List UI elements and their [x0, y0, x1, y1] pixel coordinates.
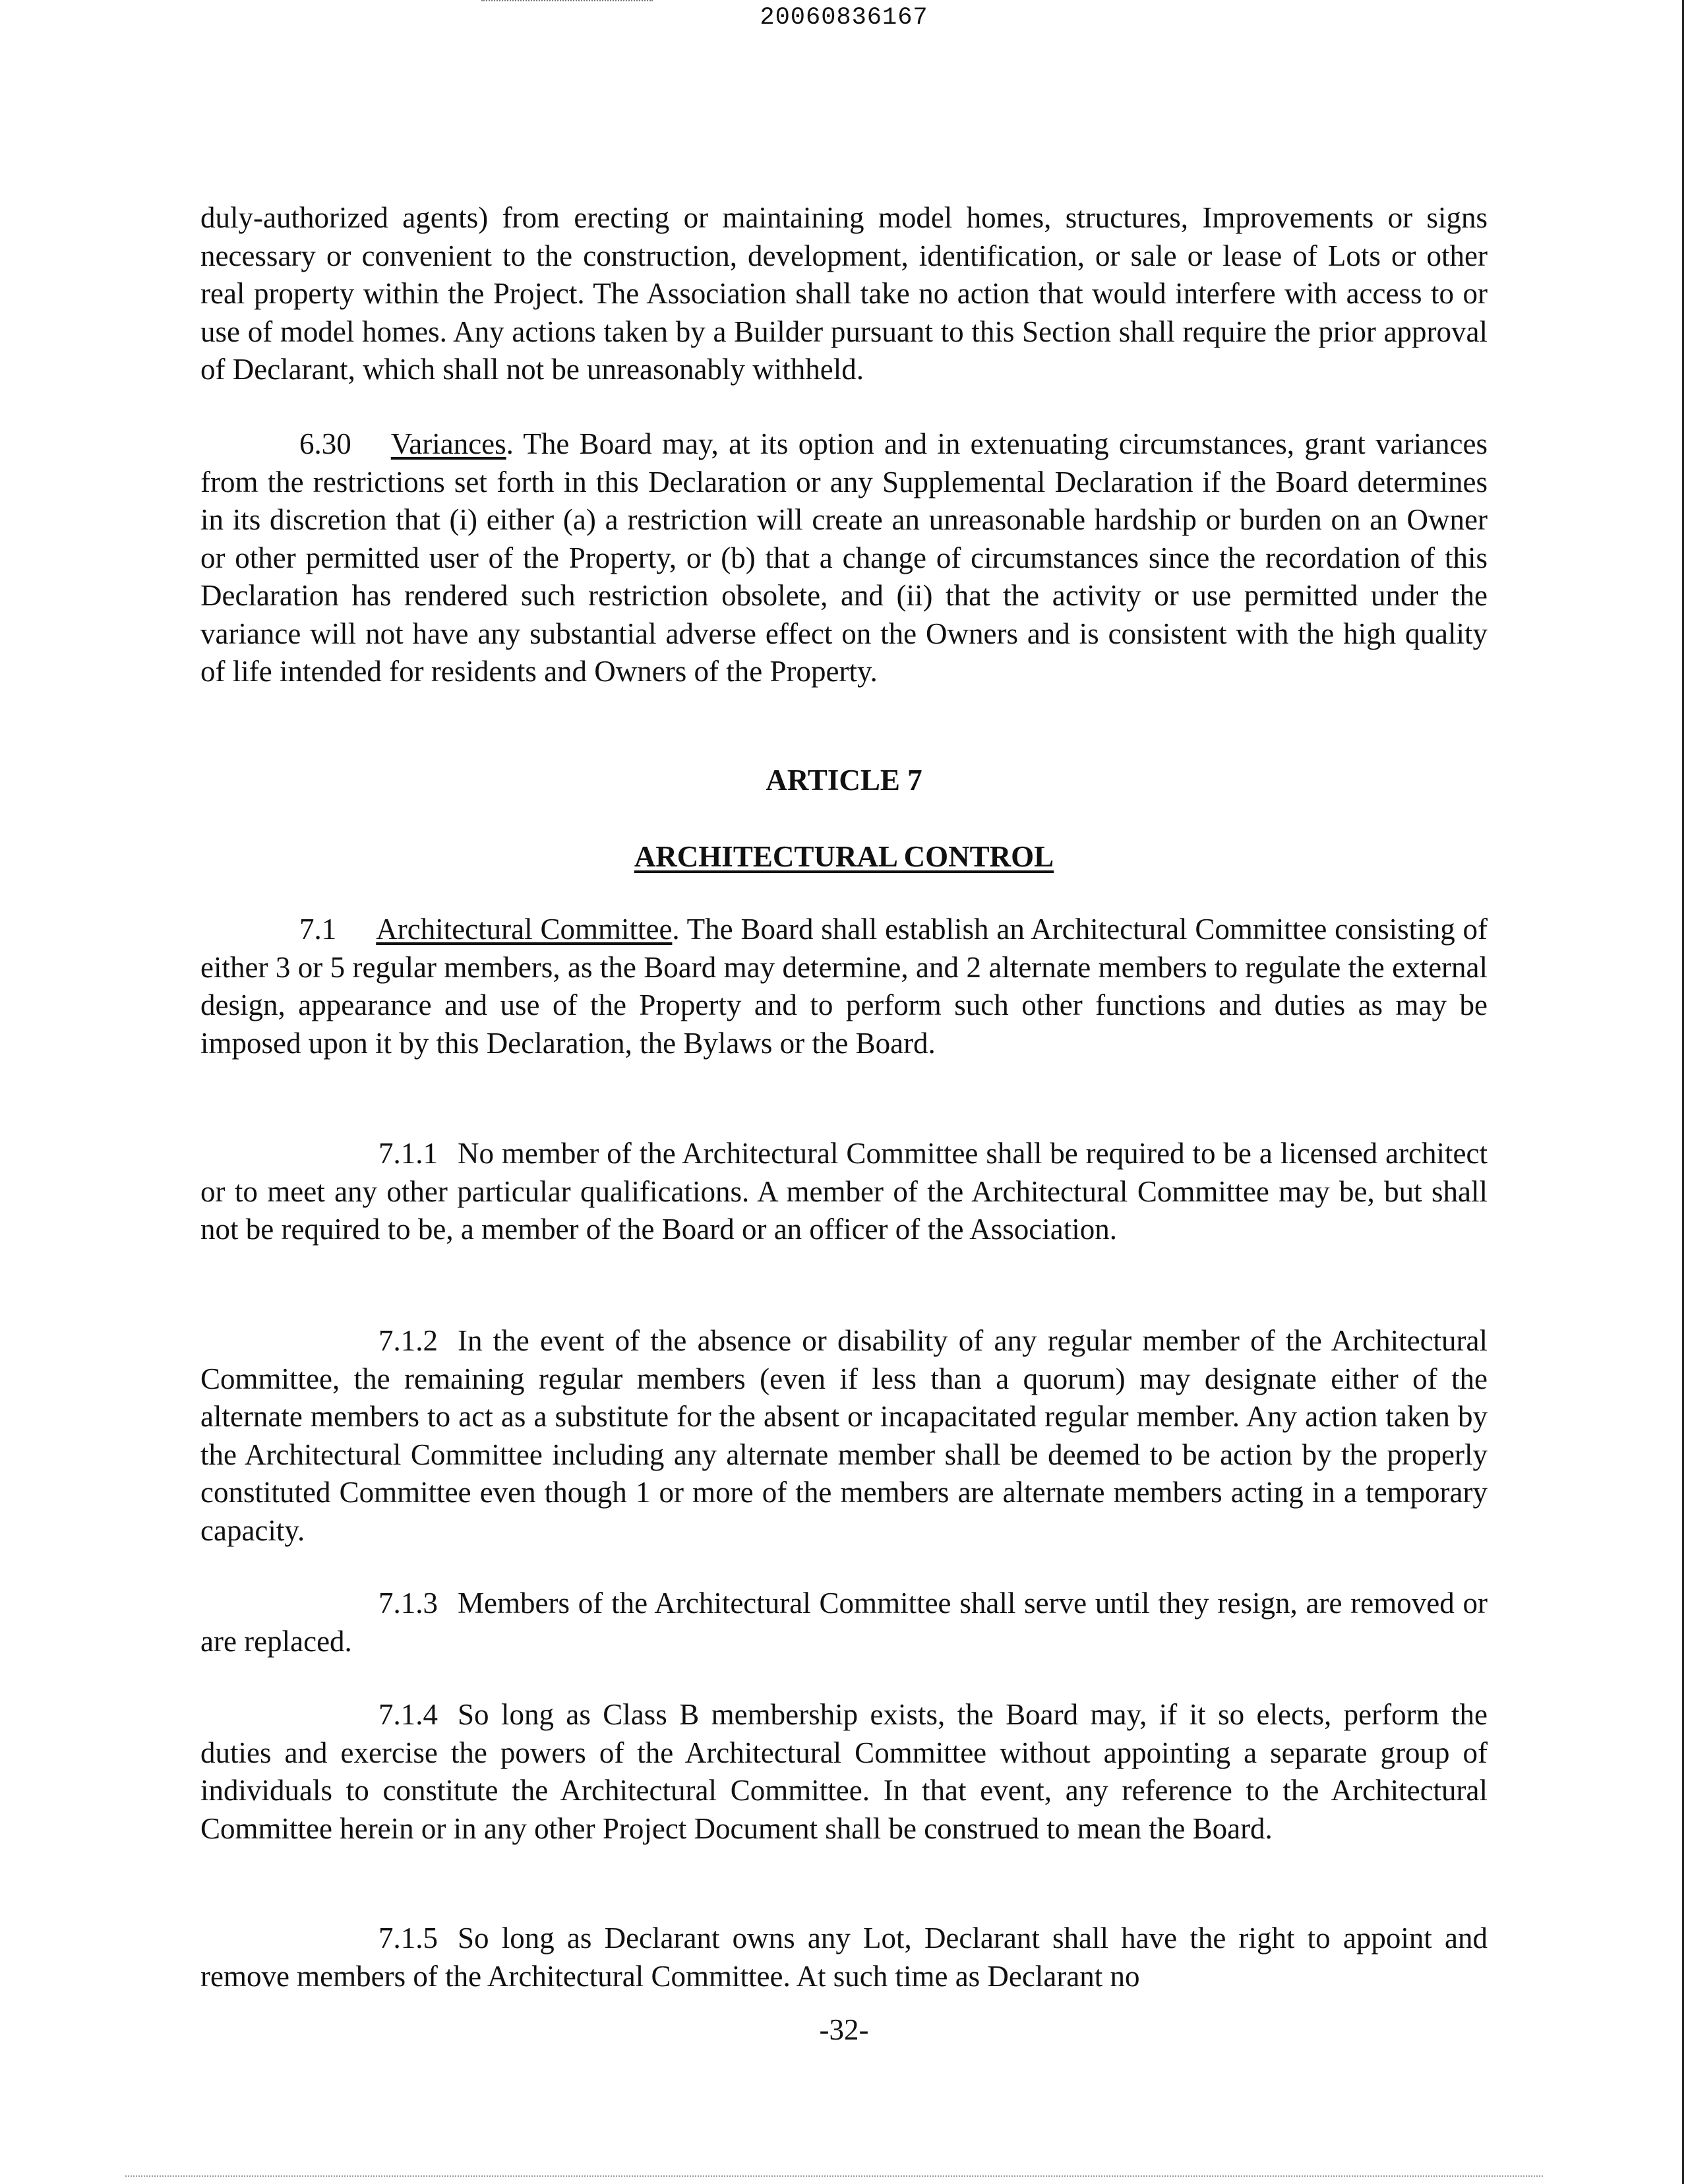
- section-title: Architectural Committee: [376, 913, 673, 946]
- section-7-1-paragraph: [200, 911, 1488, 1062]
- subsection-7-1-1: [200, 1135, 1488, 1249]
- scan-artifact: [125, 2175, 1543, 2179]
- continuation-paragraph: duly-authorized agents) from erecting or maintaining model homes, structures, Improvements or signs necessary or convenient to the construction, development, identification, or sale or lease of Lots or other real property within the Project. The Association shall take no action that would interfere with access to or use of model homes. Any actions taken by a Builder pursuant to this Section shall require the prior approval of Declarant, which shall not be unreasonably withheld.: [200, 201, 1488, 386]
- subsection-text: So long as Class B membership exists, the Board may, if it so elects, perform the duties and exercise the powers of the Architectural Committee without appointing a separate group of individuals to constitute the Architectural Committee. In that event, any reference to the Architectural Committee herein or in any other Project Document shall be construed to mean the Board.: [200, 1698, 1488, 1845]
- article-title: ARCHITECTURAL CONTROL: [634, 840, 1054, 873]
- subsection-number: 7.1.3: [378, 1587, 438, 1620]
- section-6-30-paragraph: [200, 425, 1488, 691]
- page-number: -32-: [819, 2013, 869, 2046]
- subsection-text: No member of the Architectural Committee shall be required to be a licensed architect or to meet any other particular qualifications. A member of the Architectural Committee may be, but shall not be required to be, a member of the Board or an officer of the Association.: [200, 1137, 1488, 1246]
- subsection-7-1-4: [200, 1696, 1488, 1848]
- article-label: ARTICLE 7: [766, 764, 922, 797]
- section-text: . The Board shall establish an Architectural Committee consisting of either 3 or 5 regular members, as the Board may determine, and 2 alternate members to regulate the external design, appearance and use of the Property and to perform such other functions and duties as may be imposed upon it by this Declaration, the Bylaws or the Board.: [200, 913, 1488, 1060]
- subsection-paragraph: [200, 1322, 1488, 1550]
- subsection-number: 7.1.5: [378, 1922, 438, 1955]
- subsection-text: Members of the Architectural Committee shall serve until they resign, are removed or are replaced.: [200, 1587, 1488, 1658]
- article-title-block: [200, 838, 1488, 876]
- subsection-paragraph: [200, 1585, 1488, 1660]
- subsection-text: In the event of the absence or disability of any regular member of the Architectural Committee, the remaining regular members (even if less than a quorum) may designate either of the alternate members to act as a substitute for the absent or incapacitated regular member. Any action taken by the Architectural Committee including any alternate member shall be deemed to be action by the properly constituted Committee even though 1 or more of the members are alternate members acting in a temporary capacity.: [200, 1324, 1488, 1547]
- section-title: Variances: [390, 427, 506, 460]
- section-6-30: [200, 425, 1488, 691]
- document-number: 20060836167: [760, 4, 928, 32]
- subsection-number: 7.1.1: [378, 1137, 438, 1170]
- section-number: 6.30: [299, 427, 351, 460]
- subsection-7-1-3: [200, 1585, 1488, 1660]
- scan-edge-line: [1682, 0, 1684, 2184]
- section-7-1: [200, 911, 1488, 1062]
- subsection-number: 7.1.4: [378, 1698, 438, 1731]
- subsection-number: 7.1.2: [378, 1324, 438, 1357]
- subsection-7-1-2: [200, 1322, 1488, 1550]
- subsection-paragraph: [200, 1135, 1488, 1249]
- article-heading-block: [200, 762, 1488, 800]
- section-number: 7.1: [299, 913, 337, 946]
- subsection-paragraph: [200, 1696, 1488, 1848]
- section-text: . The Board may, at its option and in extenuating circumstances, grant variances from the restrictions set forth in this Declaration or any Supplemental Declaration if the Board determines in its discretion that (i) either (a) a restriction will create an unreasonable hardship or burden on an Owner or other permitted user of the Property, or (b) that a change of circumstances since the recordation of this Declaration has rendered such restriction obsolete, and (ii) that the activity or use permitted under the variance will not have any substantial adverse effect on the Owners and is consistent with the high quality of life intended for residents and Owners of the Property.: [200, 427, 1488, 688]
- subsection-7-1-5: [200, 1920, 1488, 1995]
- subsection-text: So long as Declarant owns any Lot, Declarant shall have the right to appoint and remove members of the Architectural Committee. At such time as Declarant no: [200, 1922, 1488, 1993]
- subsection-paragraph: [200, 1920, 1488, 1995]
- continuation-paragraph-block: [200, 199, 1488, 389]
